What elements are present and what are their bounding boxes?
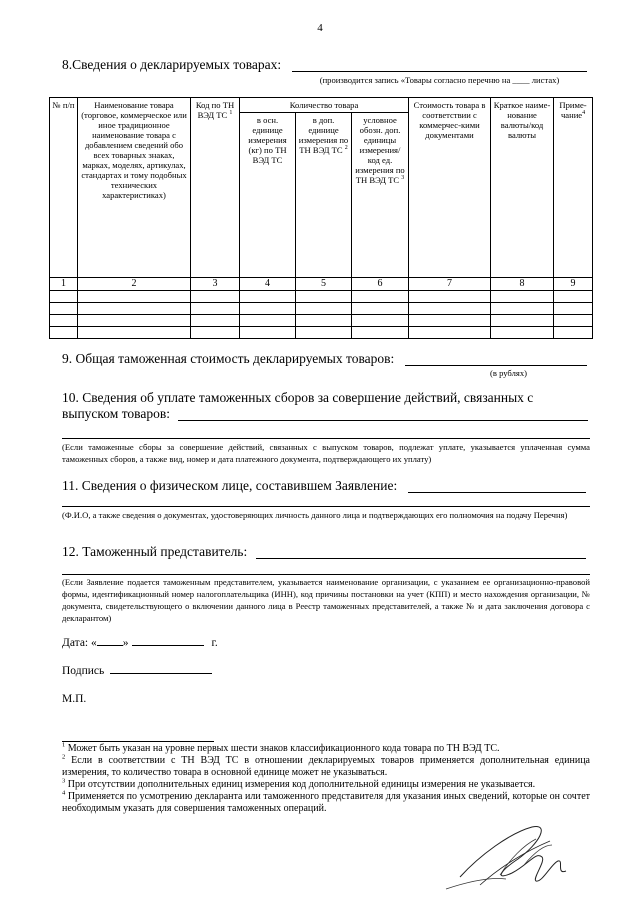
section-8-note: (производится запись «Товары согласно перечню на ____ листах) [319,75,560,85]
section-10-fill-line-2 [62,438,590,439]
section-11-title: 11. Сведения о физическом лице, составившем Заявление: [62,478,398,493]
section-9-note: (в рублях) [490,368,527,378]
col-number: 3 [191,278,240,291]
col-number: 8 [491,278,554,291]
table-row [50,291,593,303]
page-number: 4 [317,22,323,34]
header-code: Код по ТН ВЭД ТС $^1$ [191,98,240,278]
col-number: 2 [78,278,191,291]
footnote-3: $^3$ При отсутствии дополнительных единиц измерения код дополнительной единицы измерения не указывается. [62,777,536,790]
header-qty-conditional: условное обозн. доп. единицы измерения/ код ед. измерения по ТН ВЭД ТС $^3$ [352,113,409,278]
header-name: Наименование товара (торговое, коммерческое или иное традиционное наименование товара с добавлением сведений обо всех товарных знаках, марках, моделях, артикулах, стандартах и тому подобных технических характеристиках) [78,98,191,278]
header-currency: Краткое наиме-нование валюты/код валюты [491,98,554,278]
header-value: Стоимость товара в соответствии с коммерчес-кими документами [409,98,491,278]
signature-row [62,665,212,677]
header-qty-main: в осн. единице измерения (кг) по ТН ВЭД ТС [240,113,296,278]
col-number: 6 [352,278,409,291]
signature-field[interactable] [110,673,212,674]
section-11-note: (Ф.И.О, а также сведения о документах, удостоверяющих личность данного лица и подтверждающих его полномочия на подачу Перечня) [62,510,568,520]
section-10-fill-line [178,420,588,421]
seal-label: М.П. [62,693,87,705]
section-11-fill-line-2 [62,506,590,507]
section-8-fill-line [292,71,587,72]
col-number: 9 [554,278,593,291]
table-row [50,327,593,339]
signature-label: Подпись [62,665,105,677]
footnote-1: $^1$ Может быть указан на уровне первых шести знаков классификационного кода товара по ТН ВЭД ТС. [62,741,500,754]
section-12-title: 12. Таможенный представитель: [62,544,248,559]
section-8-title: 8.Сведения о декларируемых товарах: [62,57,282,72]
date-day-field[interactable] [97,645,123,646]
column-number-row [50,278,593,291]
goods-table [49,97,593,339]
section-11-fill-line [408,492,586,493]
header-quantity: Количество товара [240,98,409,113]
col-number: 5 [296,278,352,291]
section-9-title: 9. Общая таможенная стоимость декларируемых товаров: [62,351,395,366]
header-note: Приме-чание$^4$ [554,98,593,278]
footnote-2: $^2$ Если в соответствии с ТН ВЭД ТС в отношении декларируемых товаров применяется дополнительная единица измерения, то количество товара в основной единице может не указываться. [62,753,590,778]
table-header-row [50,98,593,113]
date-quote-close: » [122,637,129,649]
footnote-separator [62,741,214,742]
section-10-note: (Если таможенные сборы за совершение действий, связанных с выпуском товаров, подлежат уплате, указывается уплаченная сумма таможенных сборов, а также вид, номер и дата платежного документа, подтверждающего их уплату) [62,442,590,464]
col-number: 4 [240,278,296,291]
section-10-line-1: 10. Сведения об уплате таможенных сборов за совершение действий, связанных с [62,390,534,405]
col-number: 7 [409,278,491,291]
date-month-field[interactable] [132,645,204,646]
section-12-note: (Если Заявление подается таможенным представителем, указывается наименование организации, с указанием ее организационно-правовой формы, идентификационный номер налогоплательщика (ИНН), код причины постановки на учет (КПП) и место нахождения организации, № документа, свидетельствующего о включении данного лица в Реестр таможенных представителей, а также № и дата заключения договора с декларантом) [62,577,590,623]
table-row [50,303,593,315]
header-qty-additional: в доп. единице измерения по ТН ВЭД ТС $^2$ [296,113,352,278]
date-year-label: г. [211,637,218,649]
date-row [62,637,218,649]
table-row [50,315,593,327]
footnote-4: $^4$ Применяется по усмотрению декларанта или таможенного представителя для указания иных сведений, которые он сочтет необходимым указать для совершения таможенных операций. [62,789,590,814]
col-number: 1 [50,278,78,291]
handwritten-signature [440,815,590,895]
section-12-fill-line-2 [62,574,590,575]
footnotes [62,743,590,815]
section-10-line-2: выпуском товаров: [62,406,170,421]
header-number: № п/п [50,98,78,278]
section-9-fill-line [405,365,587,366]
date-label: Дата: « [62,637,97,649]
section-12-fill-line [256,558,586,559]
